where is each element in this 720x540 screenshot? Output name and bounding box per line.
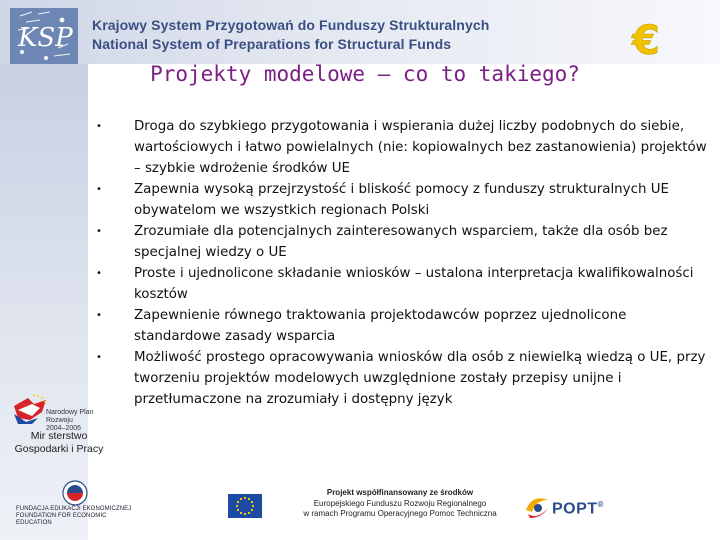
list-item xyxy=(92,305,708,347)
bullet-icon: • xyxy=(96,226,102,237)
ksp-logo xyxy=(10,8,78,64)
popt-text: POPT xyxy=(552,500,598,518)
list-item-text: Zrozumiałe dla potencjalnych zainteresowanych wsparciem, także dla osób bez specjalnej wiedzy o UE xyxy=(134,224,668,260)
eu-flag-icon xyxy=(228,494,262,518)
bullet-list xyxy=(92,116,708,410)
list-item-text: Droga do szybkiego przygotowania i wspierania dużej liczby podobnych do siebie, wartościowych i łatwo powielalnych (nie: kopiowalnych bez zastanowienia) projektów – szybkie wdrożenie środków UE xyxy=(134,119,707,176)
popt-label xyxy=(552,500,604,518)
list-item-text: Zapewnia wysoką przejrzystość i bliskość pomocy z funduszy strukturalnych UE obywatelom we wszystkich regionach Polski xyxy=(134,182,669,218)
cofinancing-line2: Europejskiego Funduszu Rozwoju Regionalnego xyxy=(313,498,487,508)
popt-logo-icon xyxy=(522,492,552,522)
npr-line3: 2004–2006 xyxy=(46,425,82,432)
bullet-icon: • xyxy=(96,352,102,363)
list-item-text: Proste i ujednolicone składanie wniosków – ustalona interpretacja kwalifikowalności kosztów xyxy=(134,266,694,302)
bullet-icon: • xyxy=(96,184,102,195)
list-item-text: Możliwość prostego opracowywania wniosków dla osób z niewielką wiedzą o UE, przy tworzeniu projektów modelowych uwzględnione zostały przepisy unijne i przetłumaczone na zrozumiały i dostępny język xyxy=(134,350,706,407)
org-name xyxy=(92,16,489,54)
ksp-logo-icon xyxy=(10,8,78,64)
list-item-text: Zapewnienie równego traktowania projektodawców poprzez ujednolicone standardowe zasady wsparcia xyxy=(134,308,627,344)
npr-line2: Rozwoju xyxy=(46,417,73,424)
list-item xyxy=(92,116,708,179)
fee-line1: FUNDACJA EDUKACJI EKONOMICZNEJ xyxy=(16,506,132,512)
bullet-icon: • xyxy=(96,310,102,321)
list-item xyxy=(92,179,708,221)
header-band xyxy=(0,0,720,64)
org-name-pl: Krajowy System Przygotowań do Funduszy Strukturalnych xyxy=(92,17,490,33)
fee-caption xyxy=(16,506,136,527)
fee-logo-icon xyxy=(62,480,88,506)
slide-title: Projekty modelowe – co to takiego? xyxy=(150,62,580,86)
list-item xyxy=(92,263,708,305)
bullet-icon: • xyxy=(96,268,102,279)
npr-logo-icon xyxy=(12,392,48,426)
ministry-line1: Mir sterstwo xyxy=(30,430,88,442)
euro-icon xyxy=(628,18,672,62)
cofinancing-line3: w ramach Programu Operacyjnego Pomoc Techniczna xyxy=(303,509,497,518)
fee-line2: FOUNDATION FOR ECONOMIC EDUCATION xyxy=(16,513,107,526)
npr-line1: Narodowy Plan xyxy=(46,409,94,416)
left-sidebar xyxy=(0,64,88,540)
svg-text:KSP: KSP xyxy=(18,23,73,53)
cofinancing-note xyxy=(280,488,520,520)
bullet-icon: • xyxy=(96,121,102,132)
cofinancing-line1: Projekt współfinansowany ze środków xyxy=(326,488,474,497)
ministry-label xyxy=(0,430,118,456)
org-name-en: National System of Preparations for Structural Funds xyxy=(92,36,452,52)
popt-registered-mark: ® xyxy=(597,500,604,509)
list-item xyxy=(92,221,708,263)
svg-text:€: € xyxy=(632,18,660,62)
list-item xyxy=(92,347,708,410)
ministry-line2: Gospodarki i Pracy xyxy=(14,443,104,455)
